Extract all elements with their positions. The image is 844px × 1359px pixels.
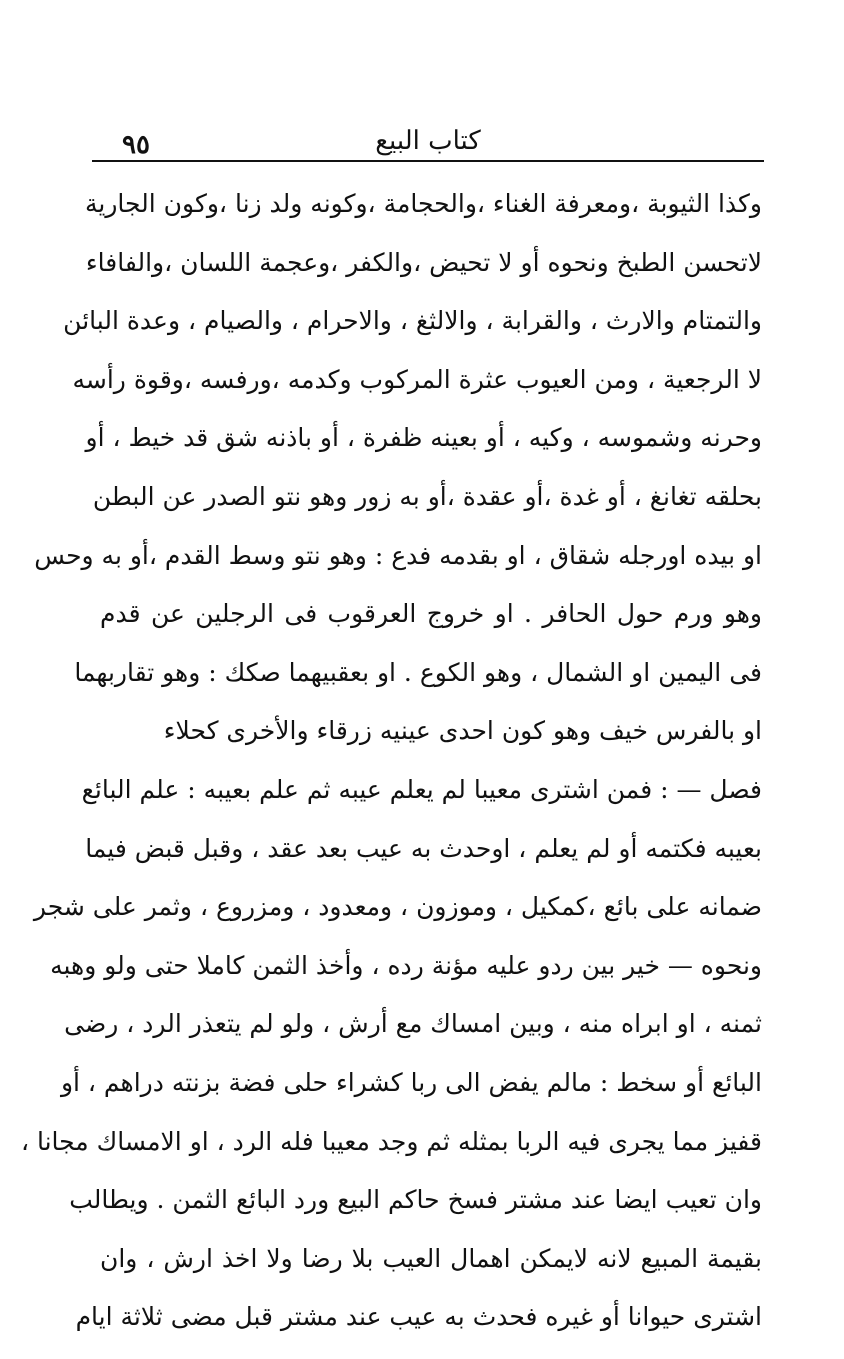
page-body — [20, 175, 762, 1347]
text-line: فى اليمين او الشمال ، وهو الكوع . او بعقبيهما صكك : وهو تقاربهما — [74, 657, 762, 687]
text-line: اشترى حيوانا أو غيره فحدث به عيب عند مشتر قبل مضى ثلاثة ايام — [75, 1302, 762, 1332]
section-start-line: فصل — : فمن اشترى معيبا لم يعلم عيبه ثم علم بعيبه : علم البائع — [81, 774, 762, 804]
text-line: او بيده اورجله شقاق ، او بقدمه فدع : وهو نتو وسط القدم ،أو به وحس — [34, 540, 762, 570]
text-line: البائع أو سخط : مالم يفض الى ربا كشراء حلى فضة بزنته دراهم ، أو — [60, 1067, 762, 1097]
text-line: وحرنه وشموسه ، وكيه ، أو بعينه ظفرة ، أو باذنه شق قد خيط ، أو — [85, 423, 762, 453]
text-line: او بالفرس خيف وهو كون احدى عينيه زرقاء والأخرى كحلاء — [163, 716, 762, 746]
text-line: بقيمة المبيع لانه لايمكن اهمال العيب بلا رضا ولا اخذ ارش ، وان — [100, 1243, 762, 1273]
text-line: وهو ورم حول الحافر . او خروج العرقوب فى الرجلين عن قدم — [100, 599, 762, 629]
text-line: ضمانه على بائع ،كمكيل ، وموزون ، ومعدود ، ومزروع ، وثمر على شجر — [33, 892, 762, 922]
page-number: ٩٥ — [122, 130, 150, 160]
page-header — [92, 118, 764, 162]
running-title: كتاب البيع — [375, 126, 481, 156]
text-line: وان تعيب ايضا عند مشتر فسخ حاكم البيع ورد البائع الثمن . ويطالب — [69, 1185, 762, 1215]
text-line: بحلقه تغانغ ، أو غدة ،أو عقدة ،أو به زور وهو نتو الصدر عن البطن — [92, 481, 762, 511]
text-line: لا الرجعية ، ومن العيوب عثرة المركوب وكدمه ،ورفسه ،وقوة رأسه — [72, 364, 762, 394]
text-line: قفيز مما يجرى فيه الربا بمثله ثم وجد معيبا فله الرد ، او الامساك مجانا ، — [20, 1126, 762, 1156]
text-line: والتمتام والارث ، والقرابة ، والالثغ ، والاحرام ، والصيام ، وعدة البائن — [63, 306, 762, 336]
text-line: بعيبه فكتمه أو لم يعلم ، اوحدث به عيب بعد عقد ، وقبل قبض فيما — [85, 833, 762, 863]
text-line: ونحوه — خير بين ردو عليه مؤنة رده ، وأخذ الثمن كاملا حتى ولو وهبه — [50, 950, 762, 980]
text-line: ثمنه ، او ابراه منه ، وبين امساك مع أرش ، ولو لم يتعذر الرد ، رضى — [64, 1009, 762, 1039]
header-rule — [92, 160, 764, 162]
text-line: لاتحسن الطبخ ونحوه أو لا تحيض ،والكفر ،وعجمة اللسان ،والفافاء — [85, 247, 762, 277]
text-line: وكذا الثيوبة ،ومعرفة الغناء ،والحجامة ،وكونه ولد زنا ،وكون الجارية — [84, 189, 762, 218]
